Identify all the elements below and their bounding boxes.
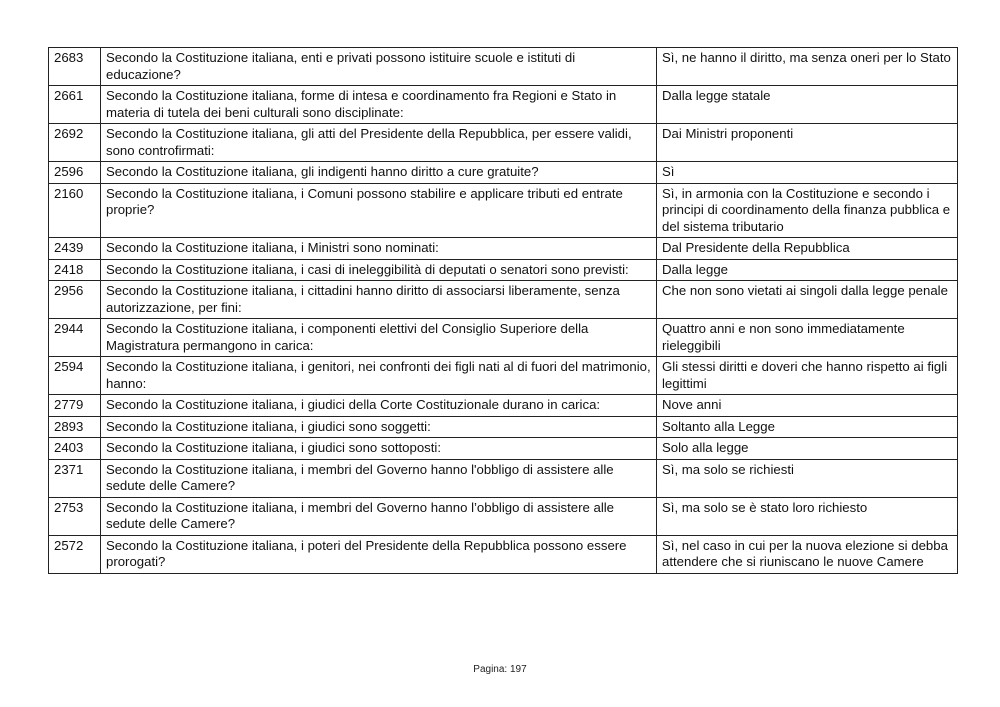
table-row	[49, 497, 958, 535]
answer-text: Sì	[657, 162, 958, 184]
question-id: 2439	[49, 238, 101, 260]
question-id: 2160	[49, 183, 101, 238]
answer-text: Dalla legge	[657, 259, 958, 281]
page-number: Pagina: 197	[473, 664, 527, 675]
question-text: Secondo la Costituzione italiana, i giudici della Corte Costituzionale durano in carica:	[101, 395, 657, 417]
question-text: Secondo la Costituzione italiana, i cittadini hanno diritto di associarsi liberamente, senza autorizzazione, per fini:	[101, 281, 657, 319]
answer-text: Sì, ne hanno il diritto, ma senza oneri per lo Stato	[657, 48, 958, 86]
table-row	[49, 281, 958, 319]
table-row	[49, 416, 958, 438]
question-id: 2418	[49, 259, 101, 281]
question-text: Secondo la Costituzione italiana, i giudici sono soggetti:	[101, 416, 657, 438]
table-row	[49, 259, 958, 281]
question-id: 2944	[49, 319, 101, 357]
answer-text: Dal Presidente della Repubblica	[657, 238, 958, 260]
question-text: Secondo la Costituzione italiana, enti e privati possono istituire scuole e istituti di educazione?	[101, 48, 657, 86]
answer-text: Sì, in armonia con la Costituzione e secondo i principi di coordinamento della finanza pubblica e del sistema tributario	[657, 183, 958, 238]
question-text: Secondo la Costituzione italiana, gli indigenti hanno diritto a cure gratuite?	[101, 162, 657, 184]
table-row	[49, 319, 958, 357]
question-id: 2753	[49, 497, 101, 535]
answer-text: Quattro anni e non sono immediatamente rieleggibili	[657, 319, 958, 357]
answer-text: Sì, ma solo se è stato loro richiesto	[657, 497, 958, 535]
answer-text: Nove anni	[657, 395, 958, 417]
question-id: 2692	[49, 124, 101, 162]
question-text: Secondo la Costituzione italiana, i giudici sono sottoposti:	[101, 438, 657, 460]
table-row	[49, 48, 958, 86]
answer-text: Dai Ministri proponenti	[657, 124, 958, 162]
question-id: 2893	[49, 416, 101, 438]
question-id: 2596	[49, 162, 101, 184]
question-text: Secondo la Costituzione italiana, i componenti elettivi del Consiglio Superiore della Magistratura permangono in carica:	[101, 319, 657, 357]
question-text: Secondo la Costituzione italiana, i membri del Governo hanno l'obbligo di assistere alle sedute delle Camere?	[101, 459, 657, 497]
table-row	[49, 162, 958, 184]
question-id: 2661	[49, 86, 101, 124]
question-text: Secondo la Costituzione italiana, i Ministri sono nominati:	[101, 238, 657, 260]
table-row	[49, 535, 958, 573]
question-text: Secondo la Costituzione italiana, i poteri del Presidente della Repubblica possono essere prorogati?	[101, 535, 657, 573]
table-row	[49, 438, 958, 460]
table-row	[49, 183, 958, 238]
question-id: 2371	[49, 459, 101, 497]
question-id: 2403	[49, 438, 101, 460]
question-text: Secondo la Costituzione italiana, forme di intesa e coordinamento fra Regioni e Stato in materia di tutela dei beni culturali sono disciplinate:	[101, 86, 657, 124]
table-row	[49, 238, 958, 260]
question-text: Secondo la Costituzione italiana, gli atti del Presidente della Repubblica, per essere validi, sono controfirmati:	[101, 124, 657, 162]
table-row	[49, 86, 958, 124]
question-text: Secondo la Costituzione italiana, i genitori, nei confronti dei figli nati al di fuori del matrimonio, hanno:	[101, 357, 657, 395]
question-text: Secondo la Costituzione italiana, i casi di ineleggibilità di deputati o senatori sono previsti:	[101, 259, 657, 281]
table-row	[49, 395, 958, 417]
question-text: Secondo la Costituzione italiana, i Comuni possono stabilire e applicare tributi ed entrate proprie?	[101, 183, 657, 238]
table-row	[49, 459, 958, 497]
answer-text: Gli stessi diritti e doveri che hanno rispetto ai figli legittimi	[657, 357, 958, 395]
answer-text: Soltanto alla Legge	[657, 416, 958, 438]
answer-text: Sì, ma solo se richiesti	[657, 459, 958, 497]
question-id: 2572	[49, 535, 101, 573]
question-id: 2956	[49, 281, 101, 319]
table-row	[49, 124, 958, 162]
answer-text: Sì, nel caso in cui per la nuova elezione si debba attendere che si riuniscano le nuove Camere	[657, 535, 958, 573]
answer-text: Dalla legge statale	[657, 86, 958, 124]
question-id: 2779	[49, 395, 101, 417]
answer-text: Solo alla legge	[657, 438, 958, 460]
question-id: 2594	[49, 357, 101, 395]
question-id: 2683	[49, 48, 101, 86]
question-text: Secondo la Costituzione italiana, i membri del Governo hanno l’obbligo di assistere alle sedute delle Camere?	[101, 497, 657, 535]
qa-table	[48, 47, 958, 574]
table-row	[49, 357, 958, 395]
answer-text: Che non sono vietati ai singoli dalla legge penale	[657, 281, 958, 319]
